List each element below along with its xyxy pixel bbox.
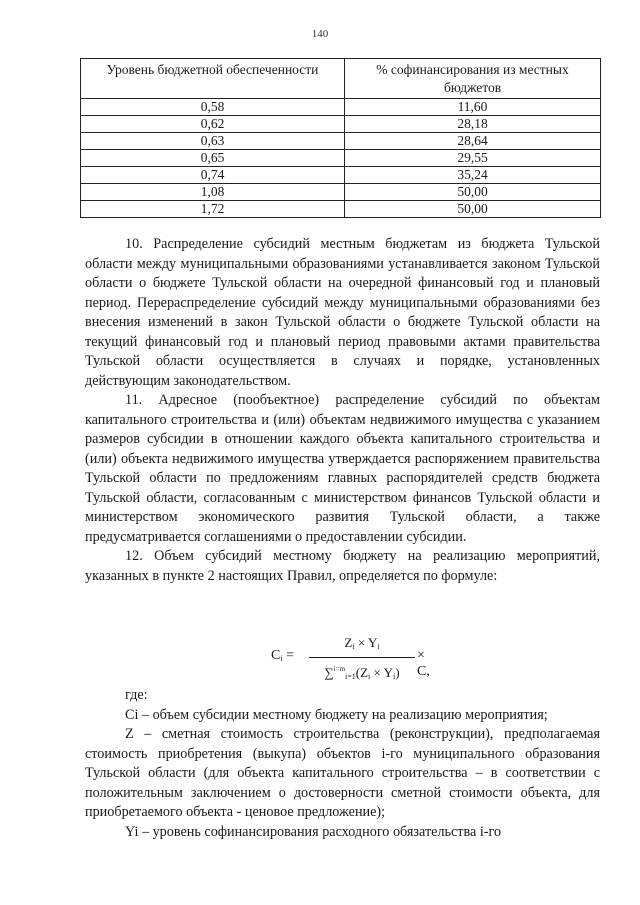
definition-ci: Ci – объем субсидии местному бюджету на реализацию мероприятия; bbox=[125, 706, 548, 723]
table-row bbox=[81, 99, 601, 116]
table-row bbox=[81, 167, 601, 184]
formula-den-z: (Z bbox=[355, 665, 369, 680]
formula-num-z: Z bbox=[344, 635, 353, 650]
table-cell: 11,60 bbox=[345, 99, 601, 116]
formula-equals: = bbox=[282, 648, 294, 663]
formula-lhs-subscript: i bbox=[280, 654, 283, 663]
table-cell: 0,74 bbox=[81, 167, 345, 184]
table-cell: 0,62 bbox=[81, 116, 345, 133]
formula-numerator bbox=[309, 634, 415, 656]
page-number: 140 bbox=[311, 28, 329, 40]
subsidy-formula bbox=[271, 634, 441, 684]
fraction-bar bbox=[309, 657, 415, 658]
header-cofinancing-percent: % софинансирования из местных бюджетов bbox=[345, 59, 601, 99]
formula-den-close: ) bbox=[395, 665, 400, 680]
where-label: где: bbox=[125, 687, 148, 703]
formula-fraction bbox=[309, 634, 415, 686]
definition-yi: Yi – уровень софинансирования расходного обязательства i-го bbox=[125, 823, 502, 840]
paragraph-10: 10. Распределение субсидий местным бюджетам из бюджета Тульской области между муниципальными образованиями устанавливается законом Тульской области о бюджете Тульской области на очередной финансовый год и плановый период. Перераспределение субсидий между муниципальными образованиями без внесения изменений в закон Тульской области о бюджете Тульской области на текущий финансовый год и плановый период правовыми актами правительства Тульской области осуществляется в случаях и порядке, установленных действующим законодательством. bbox=[85, 236, 600, 389]
definitions-block bbox=[85, 686, 600, 842]
table-row bbox=[81, 133, 601, 150]
table-cell: 0,65 bbox=[81, 150, 345, 167]
header-budget-level: Уровень бюджетной обеспеченности bbox=[81, 59, 345, 99]
body-text bbox=[85, 235, 600, 586]
table-cell: 28,64 bbox=[345, 133, 601, 150]
table-cell: 50,00 bbox=[345, 184, 601, 201]
paragraph-12: 12. Объем субсидий местному бюджету на реализацию мероприятий, указанных в пункте 2 настоящих Правил, определяется по формуле: bbox=[85, 548, 600, 584]
formula-den-y-subscript: i bbox=[393, 672, 396, 681]
table-row bbox=[81, 201, 601, 218]
table-cell: 29,55 bbox=[345, 150, 601, 167]
table-cell: 0,63 bbox=[81, 133, 345, 150]
formula-num-y: Y bbox=[367, 635, 378, 650]
formula-sum-symbol: ∑ bbox=[324, 665, 334, 680]
formula-num-times: × bbox=[354, 635, 368, 650]
paragraph-11: 11. Адресное (пообъектное) распределение субсидий по объектам капитального строительства и (или) объектам недвижимого имущества с указанием размеров субсидии в отношении каждого объекта капитального строительства и (или) объекта недвижимого имущества утверждается распоряжением правительства Тульской области по предложениям главных распорядителей средств бюджета Тульской области, согласованным с министерством финансов Тульской области и министерством экономического развития Тульской области, а также предусматривается соглашениями о предоставлении субсидии. bbox=[85, 392, 600, 545]
cofinancing-table bbox=[80, 58, 601, 218]
formula-denominator bbox=[309, 660, 415, 686]
formula-rhs: × C, bbox=[417, 648, 430, 679]
formula-lhs-symbol: C bbox=[271, 648, 281, 663]
table-cell: 35,24 bbox=[345, 167, 601, 184]
formula-den-z-subscript: i bbox=[368, 672, 371, 681]
table-row bbox=[81, 116, 601, 133]
table-cell: 0,58 bbox=[81, 99, 345, 116]
definition-z: Z – сметная стоимость строительства (реконструкции), предполагаемая стоимость приобретения (выкупа) объектов i-го муниципального образования Тульской области (для объекта капитального строительства – в соответствии с положительным заключением о достоверности сметной стоимости объекта, для приобретаемого объекта - ценовое предложение); bbox=[85, 726, 600, 820]
formula-num-z-subscript: i bbox=[352, 642, 355, 651]
table-cell: 50,00 bbox=[345, 201, 601, 218]
table-row bbox=[81, 150, 601, 167]
table-row bbox=[81, 184, 601, 201]
formula-sum-lower: i=1 bbox=[345, 672, 356, 681]
table-cell: 1,72 bbox=[81, 201, 345, 218]
formula-lhs bbox=[271, 648, 294, 664]
formula-sum-upper: i=m bbox=[333, 665, 346, 673]
formula-num-y-subscript: i bbox=[377, 642, 380, 651]
table-cell: 28,18 bbox=[345, 116, 601, 133]
formula-den-times-y: × Y bbox=[370, 665, 394, 680]
table-cell: 1,08 bbox=[81, 184, 345, 201]
table-header-row bbox=[81, 59, 601, 99]
